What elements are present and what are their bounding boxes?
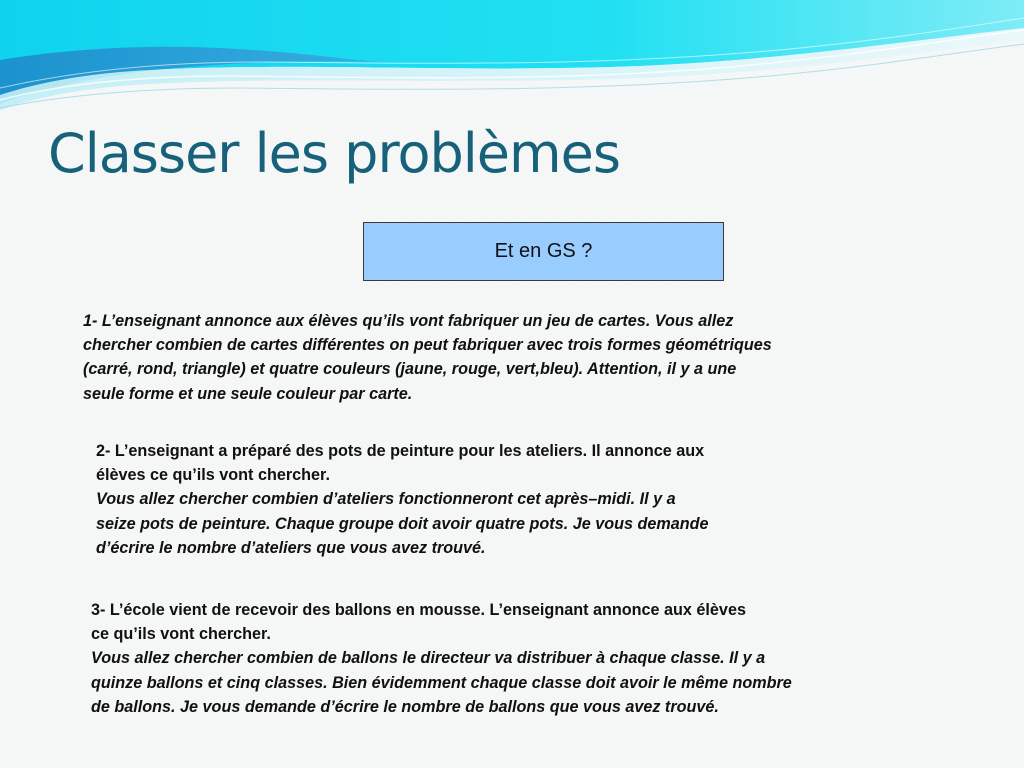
problem-3 [91, 598, 792, 719]
problem-2-line-1: 2- L’enseignant a préparé des pots de peinture pour les ateliers. Il annonce aux [96, 442, 705, 460]
problem-2-line-4: seize pots de peinture. Chaque groupe doit avoir quatre pots. Je vous demande [96, 514, 709, 533]
problem-1 [83, 309, 772, 406]
problem-3-line-2: ce qu’ils vont chercher. [91, 625, 271, 644]
problem-3-line-1: 3- L’école vient de recevoir des ballons en mousse. L’enseignant annonce aux élèves [91, 601, 746, 619]
problem-1-line-4: seule forme et une seule couleur par carte. [83, 384, 413, 403]
problem-3-line-4: quinze ballons et cinq classes. Bien évidemment chaque classe doit avoir le même nombre [91, 673, 792, 692]
problem-2 [96, 439, 709, 560]
subtitle-box [363, 222, 724, 281]
problem-2-line-2: élèves ce qu’ils vont chercher. [96, 466, 330, 485]
problem-1-line-2: chercher combien de cartes différentes on peut fabriquer avec trois formes géométriques [83, 336, 772, 355]
problem-1-line-1: 1- L’enseignant annonce aux élèves qu’ils vont fabriquer un jeu de cartes. Vous allez [83, 312, 734, 330]
problem-2-line-5: d’écrire le nombre d’ateliers que vous avez trouvé. [96, 538, 486, 557]
subtitle-box-label: Et en GS ? [494, 240, 593, 262]
problem-2-line-3: Vous allez chercher combien d’ateliers fonctionneront cet après–midi. Il y a [96, 490, 676, 509]
problem-1-line-3: (carré, rond, triangle) et quatre couleurs (jaune, rouge, vert,bleu). Attention, il y a une [83, 360, 737, 379]
decorative-wave-header [0, 0, 1024, 120]
slide-title: Classer les problèmes [48, 122, 620, 185]
problem-3-line-3: Vous allez chercher combien de ballons le directeur va distribuer à chaque classe. Il y a [91, 649, 766, 668]
problem-3-line-5: de ballons. Je vous demande d’écrire le nombre de ballons que vous avez trouvé. [91, 697, 719, 716]
